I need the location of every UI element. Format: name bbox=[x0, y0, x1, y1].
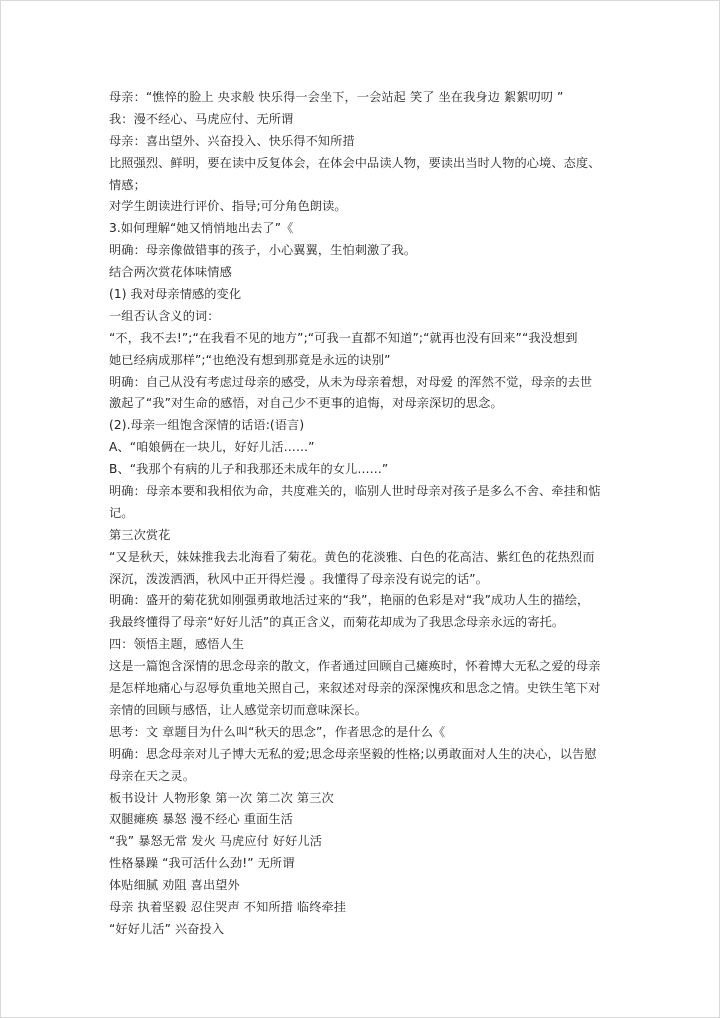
text-line: “不，我不去!”;“在我看不见的地方”;“可我一直都不知道”;“就再也没有回来”“我没想到 bbox=[109, 330, 578, 345]
text-line: 一组否认含义的词： bbox=[109, 308, 220, 323]
text-line: 深沉，泼泼洒洒，秋风中正开得烂漫 。我懂得了母亲没有说完的话”。 bbox=[109, 571, 489, 586]
text-line: 性格暴躁 “我可活什么劲!” 无所谓 bbox=[109, 856, 295, 871]
text-line: (1) 我对母亲情感的变化 bbox=[109, 287, 242, 302]
text-line: 板书设计 人物形象 第一次 第二次 第三次 bbox=[109, 790, 334, 805]
text-line: “我” 暴怒无常 发火 马虎应付 好好儿活 bbox=[109, 834, 323, 849]
text-line: 明确：思念母亲对儿子博大无私的爱;思念母亲坚毅的性格;以勇敢面对人生的决心，以告慰 bbox=[109, 746, 597, 761]
text-line: “好好儿活” 兴奋投入 bbox=[109, 921, 225, 936]
text-line: 双腿瘫痪 暴怒 漫不经心 重面生活 bbox=[109, 812, 293, 827]
text-line: 亲情的回顾与感悟，让人感觉亲切而意味深长。 bbox=[109, 702, 368, 717]
text-line: 母亲在天之灵。 bbox=[109, 768, 196, 783]
text-line: 对学生朗读进行评价、指导;可分角色朗读。 bbox=[109, 199, 347, 214]
text-line: 明确：盛开的菊花犹如刚强勇敢地活过来的“我”，艳丽的色彩是对“我”成功人生的描绘， bbox=[109, 593, 590, 608]
text-line: 我最终懂得了母亲“好好儿活”的真正含义，而菊花却成为了我思念母亲永远的寄托。 bbox=[109, 615, 565, 630]
text-line: 明确：自己从没有考虑过母亲的感受，从未为母亲着想，对母爱 的浑然不觉，母亲的去世 bbox=[109, 374, 593, 389]
text-line: 情感； bbox=[109, 177, 146, 192]
text-line: 记。 bbox=[109, 505, 134, 520]
text-line: 3.如何理解“她又悄悄地出去了”《 bbox=[109, 221, 294, 236]
text-line: 母亲：喜出望外、兴奋投入、快乐得不知所措 bbox=[109, 133, 355, 148]
text-line: (2).母亲一组饱含深情的话语:(语言) bbox=[109, 418, 305, 433]
text-line: 我：漫不经心、马虎应付、无所谓 bbox=[109, 111, 294, 126]
text-line: A、“咱娘俩在一块儿，好好儿活……” bbox=[109, 440, 315, 455]
text-line: 这是一篇饱含深情的思念母亲的散文，作者通过回顾自己瘫痪时，怀着博大无私之爱的母亲 bbox=[109, 659, 601, 674]
text-line: 激起了“我”对生命的感悟，对自己少不更事的追悔，对母亲深切的思念。 bbox=[109, 396, 503, 411]
text-line: 是怎样地痛心与忍辱负重地关照自己，来叙述对母亲的深深愧疚和思念之情。史铁生笔下对 bbox=[109, 681, 601, 696]
text-line: 母亲 执着坚毅 忍住哭声 不知所措 临终牵挂 bbox=[109, 899, 347, 914]
text-line: 比照强烈、鲜明，要在读中反复体会，在体会中品读人物，要读出当时人物的心境、态度、 bbox=[109, 155, 601, 170]
text-line: 结合两次赏花体味情感 bbox=[109, 265, 232, 280]
document-body bbox=[109, 87, 629, 941]
text-line: 她已经病成那样”;“也绝没有想到那竟是永远的诀别” bbox=[109, 352, 391, 367]
text-line: 明确：母亲像做错事的孩子，小心翼翼，生怕刺激了我。 bbox=[109, 243, 417, 258]
text-line: B、“我那个有病的儿子和我那还未成年的女儿……” bbox=[109, 462, 389, 477]
text-line: 思考：文 章题目为什么叫“秋天的思念”，作者思念的是什么《 bbox=[109, 724, 446, 739]
text-line: 第三次赏花 bbox=[109, 527, 171, 542]
text-line: 明确：母亲本要和我相依为命，共度难关的，临别人世时母亲对孩子是多么不舍、牵挂和惦 bbox=[109, 484, 601, 499]
text-line: 母亲：“憔悴的脸上 央求般 快乐得一会坐下，一会站起 笑了 坐在我身边 絮絮叨叨 ” bbox=[109, 90, 564, 104]
text-line: “又是秋天，妹妹推我去北海看了菊花。黄色的花淡雅、白色的花高洁、紫红色的花热烈而 bbox=[109, 549, 595, 564]
text-line: 体贴细腻 劝阻 喜出望外 bbox=[109, 878, 240, 893]
text-line: 四：领悟主题，感悟人生 bbox=[109, 637, 245, 652]
